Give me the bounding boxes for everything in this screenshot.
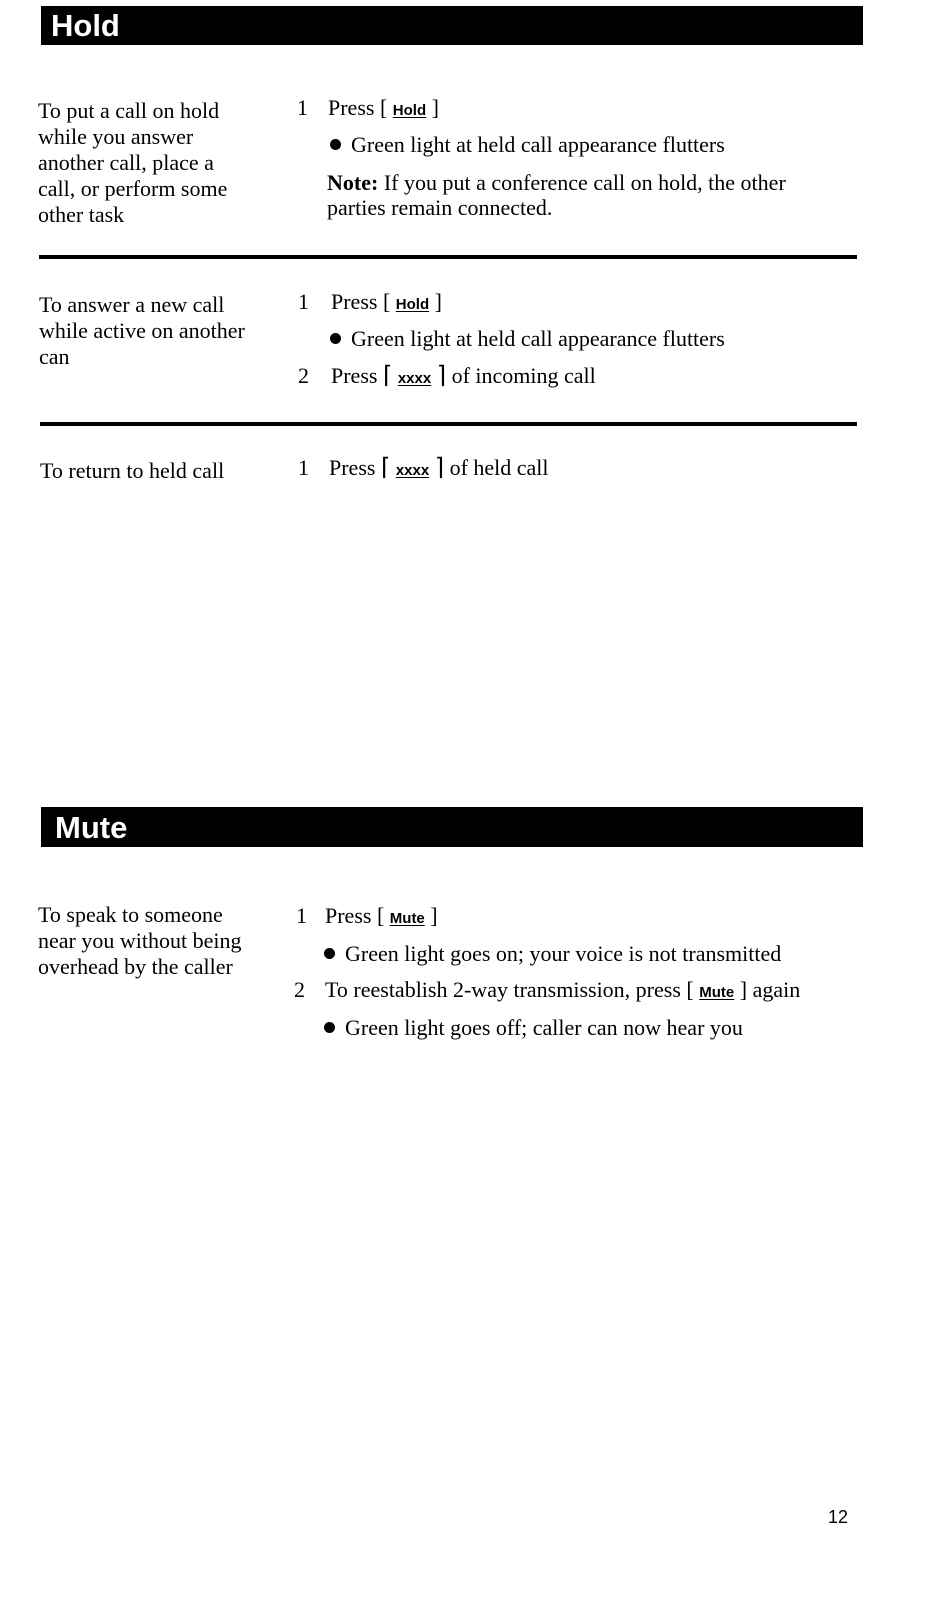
bracket-open: [	[379, 95, 388, 120]
press-text: Press	[331, 363, 378, 388]
hold-row3-step1	[329, 455, 549, 484]
bullet-text: Green light goes off; caller can now hear you	[345, 1015, 743, 1040]
press-text: Press	[331, 289, 378, 314]
mute-section-title: Mute	[55, 810, 128, 845]
mute-key: Mute	[389, 910, 425, 927]
hold-row1-condition: To put a call on hold while you answer another call, place a call, or perform some other task	[38, 98, 228, 227]
hold-section-title: Hold	[51, 8, 120, 43]
mute-section-header	[41, 807, 863, 847]
divider	[39, 255, 857, 259]
mute-step2-bullet	[324, 1015, 743, 1041]
mute-step1-number: 1	[296, 903, 307, 928]
hold-row2-step1	[331, 289, 442, 318]
bracket-close: ]	[434, 289, 442, 314]
bracket-open: ⌈	[380, 454, 391, 481]
bracket-open: ⌈	[382, 362, 393, 389]
bracket-close: ⌉	[436, 362, 447, 389]
hold-row3-step1-number: 1	[298, 455, 309, 480]
bracket-open: [	[686, 977, 694, 1002]
bullet-text: Green light at held call appearance flutters	[351, 132, 725, 157]
mute-step1-bullet	[324, 941, 781, 967]
bracket-close: ]	[431, 95, 439, 120]
step-suffix: again	[752, 977, 801, 1002]
bracket-close: ]	[430, 903, 438, 928]
mute-step2-number: 2	[294, 977, 305, 1002]
bullet-text: Green light at held call appearance flutters	[351, 326, 725, 351]
press-text: Press	[325, 903, 372, 928]
hold-row1-step1-number: 1	[297, 95, 308, 120]
hold-row1-bullet	[330, 132, 725, 158]
press-text: Press	[329, 455, 376, 480]
bullet-icon	[324, 948, 335, 959]
hold-key: Hold	[395, 296, 430, 313]
bracket-open: [	[382, 289, 391, 314]
mute-step2	[325, 977, 800, 1006]
hold-row1-note	[327, 170, 786, 196]
call-appearance-key: xxxx	[397, 370, 432, 387]
hold-row2-condition: To answer a new call while active on another can	[39, 292, 245, 369]
step-prefix: To reestablish 2-way transmission, press	[325, 977, 681, 1002]
bracket-open: [	[376, 903, 385, 928]
press-text: Press	[328, 95, 375, 120]
mute-step1	[325, 903, 438, 932]
bullet-text: Green light goes on; your voice is not transmitted	[345, 941, 782, 966]
bracket-close: ]	[739, 977, 748, 1002]
mute-condition: To speak to someone near you without being overhead by the caller	[38, 902, 242, 979]
hold-row2-step1-number: 1	[298, 289, 309, 314]
page-number: 12	[828, 1507, 849, 1527]
hold-row2-step2	[331, 363, 596, 392]
step-suffix: of held call	[449, 455, 549, 480]
hold-row1-step1	[328, 95, 439, 124]
mute-key: Mute	[699, 984, 735, 1001]
divider	[40, 422, 857, 426]
call-appearance-key: xxxx	[395, 462, 430, 479]
hold-row2-bullet	[330, 326, 725, 352]
hold-row2-step2-number: 2	[298, 363, 309, 388]
note-line1: If you put a conference call on hold, the other	[383, 170, 786, 195]
hold-row3-condition: To return to held call	[40, 458, 225, 483]
hold-section-header	[41, 6, 863, 45]
bracket-close: ⌉	[434, 454, 445, 481]
bullet-icon	[330, 139, 341, 150]
note-label: Note:	[327, 170, 379, 195]
bullet-icon	[324, 1022, 335, 1033]
step-suffix: of incoming call	[451, 363, 596, 388]
hold-key: Hold	[392, 102, 427, 119]
hold-row1-note-cont: parties remain connected.	[327, 195, 553, 220]
bullet-icon	[330, 333, 341, 344]
